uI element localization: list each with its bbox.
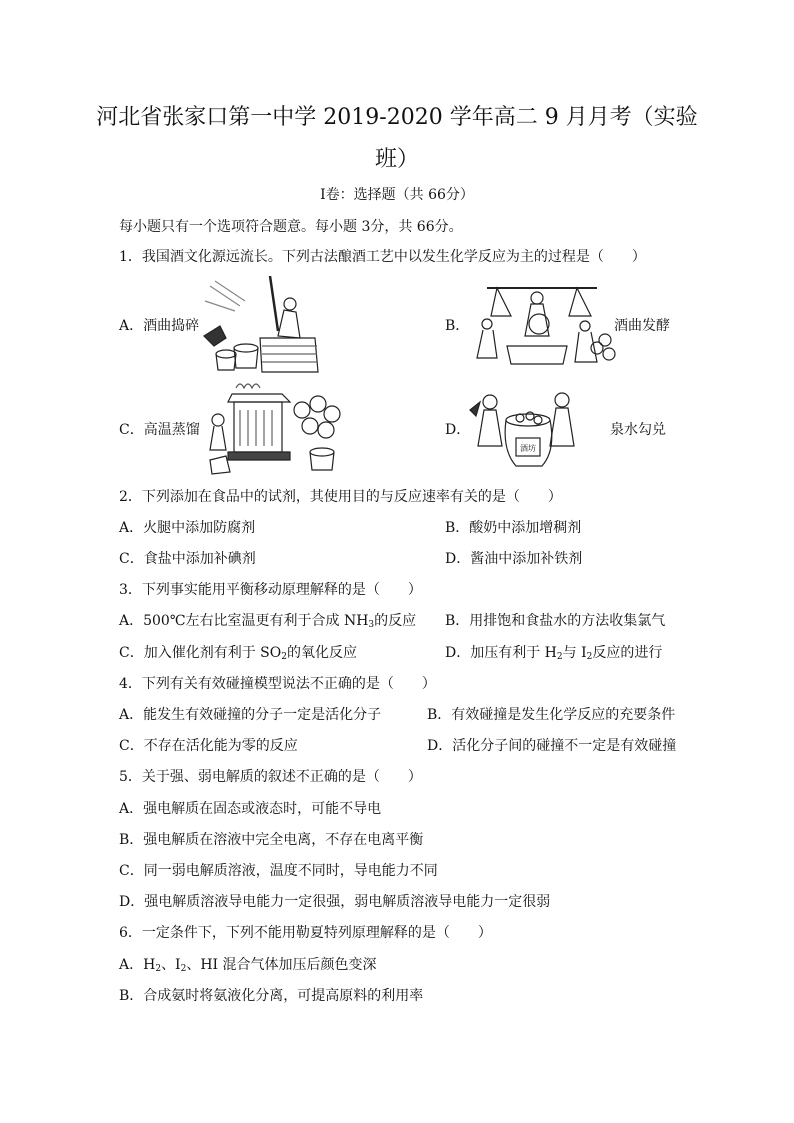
q1-option-b-label: B．	[445, 318, 470, 334]
q3-stem: 3．下列事实能用平衡移动原理解释的是（ ）	[119, 582, 422, 598]
q3-option-d: D．加压有利于 $H_2$与 $I_2$反应的进行	[445, 645, 663, 662]
q6-option-a: A．$H_2$、$I_2$、HI 混合气体加压后颜色变深	[119, 957, 377, 974]
q1-option-d-label: D．	[445, 422, 471, 438]
q1-stem: 1．我国酒文化源远流长。下列古法酿酒工艺中以发生化学反应为主的过程是（ ）	[119, 249, 646, 265]
q2-option-c: C．食盐中添加补碘剂	[119, 551, 256, 567]
q5-option-d: D．强电解质溶液导电能力一定很强，弱电解质溶液导电能力一定很弱	[119, 894, 551, 910]
q1-illustration-a-crushing	[200, 276, 340, 376]
exam-title-line1: 河北省张家口第一中学 2019-2020 学年高二 9 月月考（实验	[96, 105, 698, 130]
q1-illustration-b-fermenting	[467, 276, 617, 374]
q2-option-d: D．酱油中添加补铁剂	[445, 551, 583, 567]
q3-option-b: B．用排饱和食盐水的方法收集氯气	[445, 613, 666, 629]
q4-option-b: B．有效碰撞是发生化学反应的充要条件	[427, 707, 676, 723]
q1-option-d-text: 泉水勾兑	[610, 422, 666, 438]
q1-option-a: A．酒曲捣碎	[119, 318, 200, 334]
q4-option-d: D．活化分子间的碰撞不一定是有效碰撞	[427, 738, 677, 754]
q1-illustration-d-blending	[466, 380, 586, 476]
q4-option-c: C．不存在活化能为零的反应	[119, 738, 298, 754]
section-heading: Ⅰ卷：选择题（共 66分）	[320, 187, 474, 203]
q5-option-a: A．强电解质在固态或液态时，可能不导电	[119, 801, 382, 817]
q3-option-a: A．500℃左右比室温更有利于合成 $NH_3$的反应	[119, 613, 417, 630]
q6-stem: 6．一定条件下，下列不能用勒夏特列原理解释的是（ ）	[119, 925, 492, 941]
q5-option-b: B．强电解质在溶液中完全电离，不存在电离平衡	[119, 832, 424, 848]
q4-stem: 4．下列有关有效碰撞模型说法不正确的是（ ）	[119, 676, 436, 692]
q2-option-a: A．火腿中添加防腐剂	[119, 520, 256, 536]
q5-option-c: C．同一弱电解质溶液，温度不同时，导电能力不同	[119, 863, 438, 879]
q1-option-c: C．高温蒸馏	[119, 422, 200, 438]
q3-option-c: C．加入催化剂有利于 $SO_2$的氧化反应	[119, 645, 357, 662]
q2-stem: 2．下列添加在食品中的试剂，其使用目的与反应速率有关的是（ ）	[119, 489, 562, 505]
q5-stem: 5．关于强、弱电解质的叙述不正确的是（ ）	[119, 769, 422, 785]
q6-option-b: B．合成氨时将氨液化分离，可提高原料的利用率	[119, 988, 424, 1004]
q4-option-a: A．能发生有效碰撞的分子一定是活化分子	[119, 707, 382, 723]
exam-title-line2: 班）	[374, 147, 419, 172]
q1-illustration-c-distilling	[206, 380, 356, 476]
q1-option-b-text: 酒曲发酵	[614, 318, 670, 334]
q2-option-b: B．酸奶中添加增稠剂	[445, 520, 582, 536]
instructions: 每小题只有一个选项符合题意。每小题 3分，共 66分。	[119, 219, 463, 235]
jar-label: 酒坊	[520, 444, 536, 453]
